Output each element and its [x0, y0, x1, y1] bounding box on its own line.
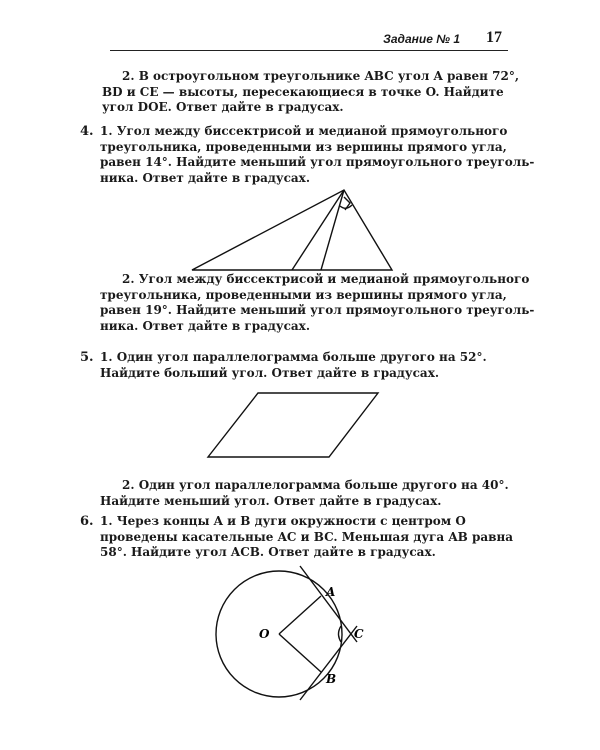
task2-subtask2: [102, 69, 520, 116]
task5-subtask1: [100, 350, 490, 381]
task6-subtask1: [100, 514, 514, 561]
text-line: треугольника, проведенными из вершины прямого угла,: [100, 287, 507, 302]
right-angle-mark: [344, 197, 350, 210]
task6-number: 6.: [80, 514, 94, 529]
section-title: Задание № 1: [383, 32, 460, 46]
text-line: 1. Угол между биссектрисой и медианой прямоугольного: [100, 124, 508, 138]
text-line: проведены касательные AC и BC. Меньшая дуга AB равна: [100, 529, 514, 544]
page-header: [110, 28, 508, 51]
text-line: 58°. Найдите угол ACB. Ответ дайте в градусах.: [100, 545, 436, 559]
radius-ob: [279, 634, 321, 672]
circle: [216, 571, 342, 697]
text-line: 1. Через концы A и B дуги окружности с центром O: [100, 514, 466, 528]
task5-number: 5.: [80, 350, 94, 365]
tangent-bc: [300, 626, 357, 700]
radius-oa: [279, 596, 321, 634]
parallelogram-outline: [208, 393, 378, 457]
text-line: BD и CE — высоты, пересекающиеся в точке O. Найдите: [102, 84, 504, 99]
angle-c-arc: [339, 626, 342, 642]
text-line: треугольника, проведенными из вершины прямого угла,: [100, 139, 507, 154]
angle-arc: [340, 205, 352, 208]
label-a: A: [326, 585, 336, 599]
text-line: равен 14°. Найдите меньший угол прямоугольного треуголь-: [100, 155, 535, 169]
label-o: O: [259, 627, 270, 641]
text-line: Найдите меньший угол. Ответ дайте в градусах.: [100, 493, 442, 508]
label-b: B: [326, 672, 337, 686]
text-line: ника. Ответ дайте в градусах.: [100, 318, 311, 333]
text-line: ника. Ответ дайте в градусах.: [100, 170, 311, 185]
label-c: C: [354, 627, 364, 641]
task4-number: 4.: [80, 124, 94, 139]
text-line: угол DOE. Ответ дайте в градусах.: [102, 100, 344, 114]
text-line: 1. Один угол параллелограмма больше другого на 52°.: [100, 350, 487, 364]
text-line: Найдите больший угол. Ответ дайте в градусах.: [100, 365, 440, 380]
bisector-line: [321, 190, 344, 270]
page-number: 17: [486, 29, 502, 46]
task4-subtask2: [100, 272, 535, 334]
text-line: 2. Угол между биссектрисой и медианой прямоугольного: [122, 272, 530, 286]
triangle-outline: [192, 190, 392, 270]
text-line: равен 19°. Найдите меньший угол прямоугольного треуголь-: [100, 303, 535, 317]
task5-subtask2: [100, 478, 509, 509]
median-line: [292, 190, 344, 270]
text-line: 2. Один угол параллелограмма больше другого на 40°.: [122, 478, 509, 492]
text-line: 2. В остроугольном треугольнике ABC угол A равен 72°,: [122, 69, 520, 83]
task4-subtask1: [100, 124, 535, 186]
tangent-ac: [300, 566, 357, 642]
